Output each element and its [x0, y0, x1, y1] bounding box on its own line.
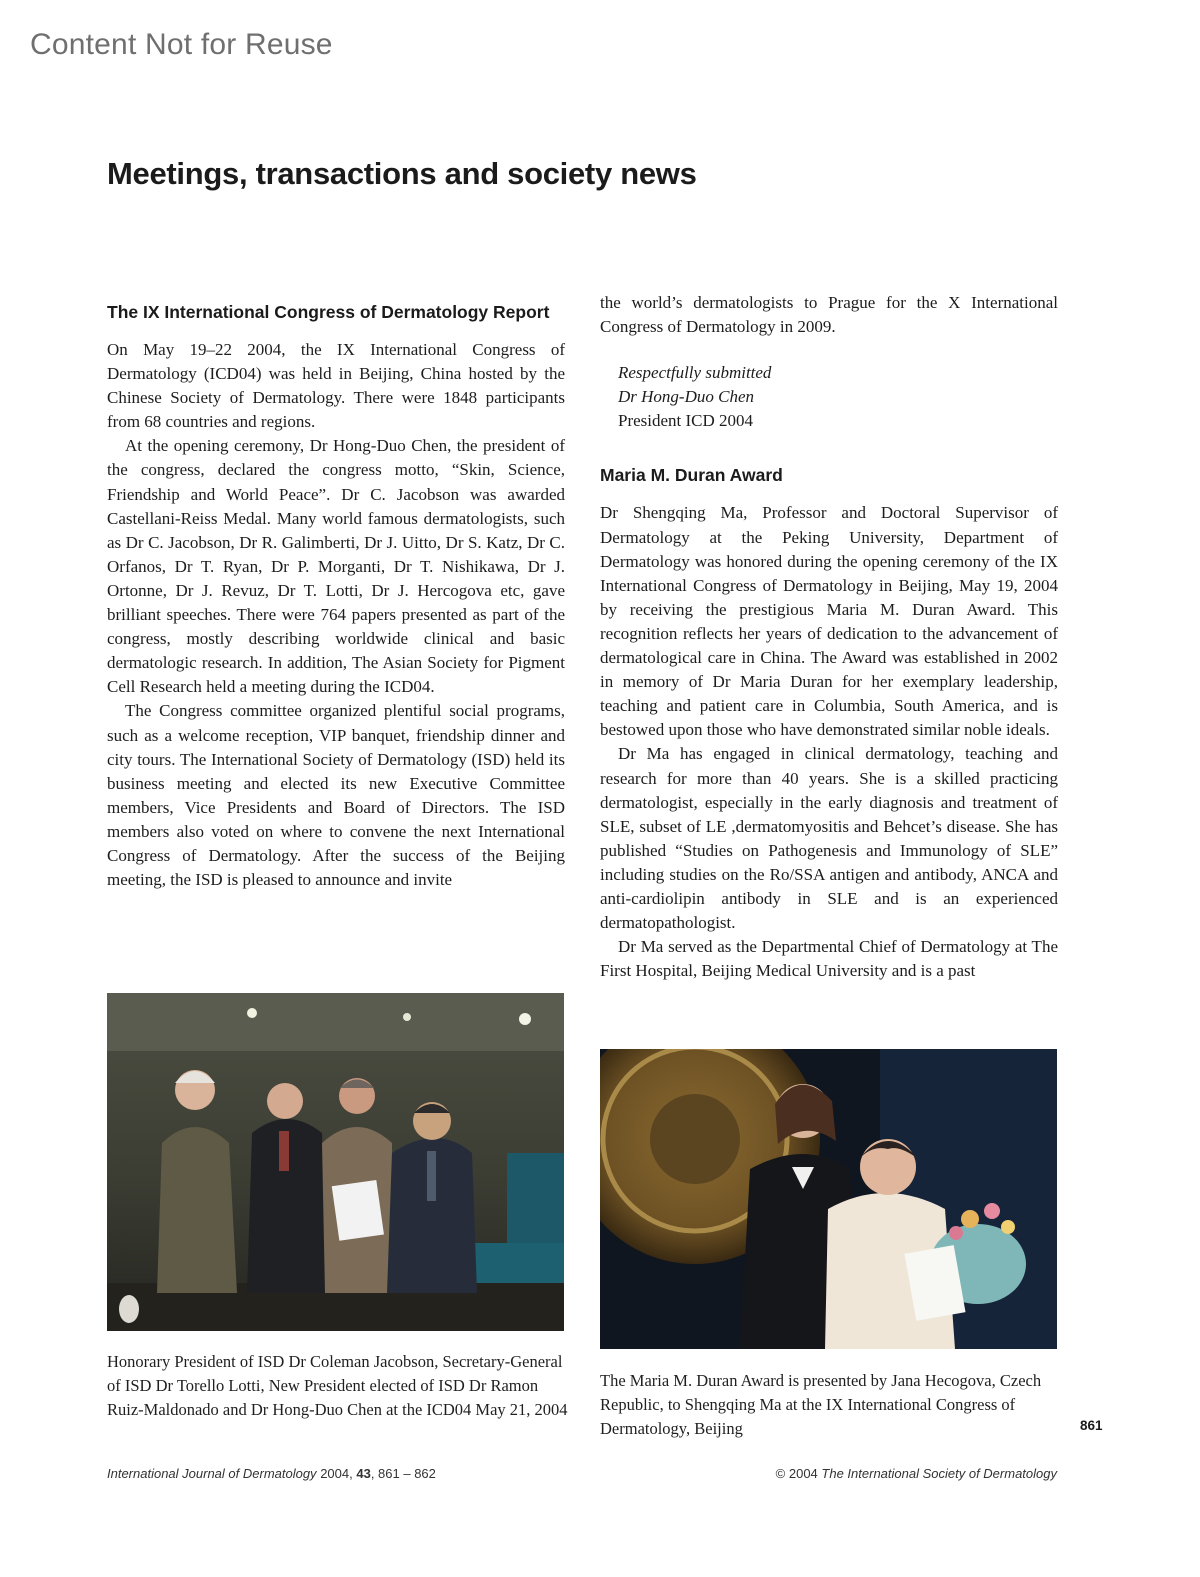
- figure-caption-left: Honorary President of ISD Dr Coleman Jacobson, Secretary-General of ISD Dr Torello Lotti, New President elected of ISD Dr Ramon Ruiz-Maldonado and Dr Hong-Duo Chen at the ICD04 May 21, 2004: [107, 1352, 568, 1419]
- footer-journal: International Journal of Dermatology: [107, 1466, 317, 1481]
- paragraph-continuation: the world’s dermatologists to Prague for the X International Congress of Dermatology in 2009.: [600, 293, 1058, 337]
- right-column: [600, 291, 1058, 983]
- signoff-author: Dr Hong-Duo Chen: [618, 387, 754, 407]
- footer-citation: [107, 1466, 436, 1481]
- footer-pages: , 861 – 862: [370, 1466, 436, 1481]
- signoff-title: President ICD 2004: [618, 411, 754, 431]
- paragraph: The Congress committee organized plentiful social programs, such as a welcome reception, VIP banquet, friendship dinner and city tours. The International Society of Dermatology (ISD) held its business meeting and elected its new Executive Committee members, Vice Presidents and Board of Directors. The ISD members also voted on where to convene the next International Congress of Dermatology. After the success of the Beijing meeting, the ISD is pleased to announce and invite: [107, 701, 565, 890]
- page-number: 861: [1080, 1418, 1103, 1433]
- signoff-line: Respectfully submitted: [618, 363, 772, 383]
- photo-congress-group: [107, 993, 564, 1331]
- footer-volume: 43: [356, 1466, 371, 1481]
- page-title: Meetings, transactions and society news: [107, 156, 697, 191]
- figure-caption-right: The Maria M. Duran Award is presented by Jana Hecogova, Czech Republic, to Shengqing Ma at the IX International Congress of Dermatology, Beijing: [600, 1371, 1042, 1438]
- photo-congress-group-image: [107, 993, 564, 1331]
- left-column: [107, 300, 565, 892]
- paragraph: Dr Shengqing Ma, Professor and Doctoral Supervisor of Dermatology at the Peking University, Department of Dermatology was honored during the opening ceremony of the IX International Congress of Dermatology in Beijing, May 19, 2004 by receiving the prestigious Maria M. Duran Award. This recognition reflects her years of dedication to the advancement of dermatological care in China. The Award was established in 2002 in memory of Dr Maria Duran for her exemplary leadership, teaching and patient care in Columbia, South America, and is bestowed upon those who have demonstrated similar noble ideals.: [600, 503, 1058, 740]
- signoff: [618, 361, 1058, 433]
- paragraph: At the opening ceremony, Dr Hong-Duo Chen, the president of the congress, declared the congress motto, “Skin, Science, Friendship and World Peace”. Dr C. Jacobson was awarded Castellani-Reiss Medal. Many world famous dermatologists, such as Dr C. Jacobson, Dr R. Galimberti, Dr J. Uitto, Dr S. Katz, Dr C. Orfanos, Dr T. Ryan, Dr P. Morganti, Dr T. Nishikawa, Dr J. Ortonne, Dr J. Revuz, Dr T. Lotti, Dr J. Hercogova etc, gave brilliant speeches. There were 764 papers presented as part of the congress, mostly describing worldwide clinical and basic dermatologic research. In addition, The Asian Society for Pigment Cell Research held a meeting during the ICD04.: [107, 436, 565, 697]
- watermark: Content Not for Reuse: [30, 28, 333, 61]
- footer-copyright: [776, 1466, 1057, 1481]
- section-heading-congress-report: The IX International Congress of Dermatology Report: [107, 302, 550, 322]
- photo-award-presentation: [600, 1049, 1057, 1349]
- paragraph: Dr Ma has engaged in clinical dermatology, teaching and research for more than 40 years. She is a skilled practicing dermatologist, especially in the early diagnosis and treatment of SLE, subset of LE ,dermatomyositis and Behcet’s disease. She has published “Studies on Pathogenesis and Immunology of SLE” including studies on the Ro/SSA antigen and antibody, ANCA and anti-cardiolipin antibody in SLE and is an experienced dermatopathologist.: [600, 744, 1058, 933]
- paragraph: Dr Ma served as the Departmental Chief of Dermatology at The First Hospital, Beijing Medical University and is a past: [600, 937, 1058, 981]
- section-heading-duran-award: Maria M. Duran Award: [600, 465, 783, 486]
- paragraph: On May 19–22 2004, the IX International Congress of Dermatology (ICD04) was held in Beijing, China hosted by the Chinese Society of Dermatology. There were 1848 participants from 68 countries and regions.: [107, 340, 565, 432]
- footer-copyright-symbol: © 2004: [775, 1466, 818, 1481]
- photo-award-presentation-image: [600, 1049, 1057, 1349]
- footer-society: The International Society of Dermatology: [821, 1466, 1057, 1481]
- footer-year: 2004,: [320, 1466, 353, 1481]
